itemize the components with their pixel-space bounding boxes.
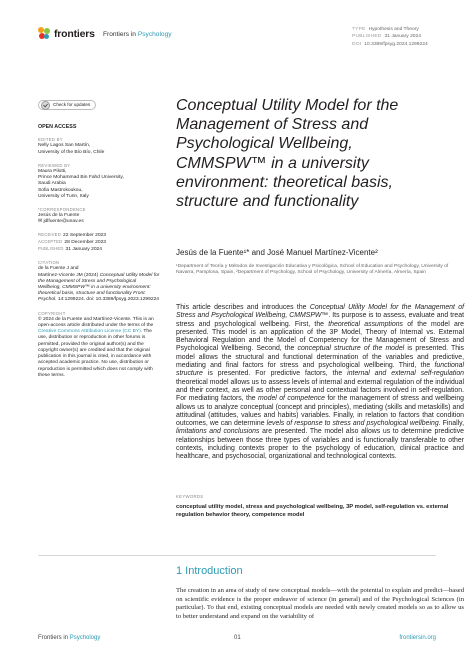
abstract-segment: limitations and conclusions xyxy=(176,428,260,436)
article-sidebar xyxy=(38,100,160,379)
meta-doi: DOI 10.3389/fpsyg.2024.1299224 xyxy=(352,41,428,47)
meta-type: TYPE Hypothesis and Theory xyxy=(352,27,419,32)
cc-license-link[interactable]: Creative Commons Attribution License (CC BY). xyxy=(38,329,143,335)
intro-paragraph: The creation in an area of study of new conceptual models—with the potential to explain and predict—based on scientific evidence is the proper endeavor of science (in general) and of the Psychological Sciences (in particular). To that end, existing conceptual models are needed with newly created models so as to allow us to better understand and expand on the variability of xyxy=(176,587,464,620)
abstract-segment: Conceptual Utility Model for the Management of Stress and Psychological Wellbeing, CMMSPW™ xyxy=(176,304,465,320)
received-date: RECEIVED 22 September 2023 xyxy=(38,231,106,238)
footer-site-link[interactable]: frontiersin.org xyxy=(399,635,436,641)
accepted-date: ACCEPTED 28 December 2023 xyxy=(38,238,107,245)
meta-published: PUBLISHED 31 January 2024 xyxy=(352,34,421,40)
abstract-segment: of the model are presented. This model is an application of the 3P Model, Theory of Internal vs. External Behavioral Regulation and the Model of Competency for the Management of Stress and Psychological Wellbeing. Second, the xyxy=(176,320,464,353)
abstract-segment: theoretical assumptions xyxy=(328,320,403,328)
frontiers-logo-icon xyxy=(38,27,51,40)
article-title: Conceptual Utility Model for the Management of Stress and Psychological Wellbeing, CMMSPW™ in a university environment: theoretical basis, structure and functionality xyxy=(176,97,399,211)
author-affiliations: ¹Department of Teoría y Métodos de Investigación Educativa y Psicológica, School of Education and Psychology, University of Navarra, Pamplona, Spain, ²Department of Psychology, School of Psychology, University of Almería, Almería, Spain xyxy=(176,264,449,276)
reviewed-by: Maura Pilotti, Prince Mohammad Bin Fahd University, Saudi Arabia Sofia Mastrokoukou, University of Turin, Italy xyxy=(38,169,124,199)
section-divider xyxy=(38,555,436,556)
journal-name[interactable]: Frontiers in Psychology xyxy=(103,31,172,38)
section-heading: 1 Introduction xyxy=(176,565,243,577)
page-number: 01 xyxy=(234,635,241,641)
abstract-segment: model of competence xyxy=(258,395,325,403)
edited-by: Nelly Lagos San Martín, University of the Bío Bío, Chile xyxy=(38,143,105,155)
citation-label: CITATION xyxy=(38,260,60,266)
frontiers-logo[interactable] xyxy=(38,27,95,40)
citation: de la Fuente J and Martínez-Vicente JM (2024) Conceptual Utility Model for the Management of Stress and Psychological Wellbeing, CMMSPW™ in a university environment: theoretical basis, structure and functionality Front. Psychol. 14:1299224. doi: 10.3389/fpsyg.2023.1299224 xyxy=(38,266,160,303)
check-for-updates-button[interactable]: Check for updates xyxy=(38,100,96,110)
article-authors: Jesús de la Fuente¹* and José Manuel Martínez-Vicente² xyxy=(176,248,378,257)
abstract-segment: This article describes and introduces the xyxy=(176,304,310,311)
abstract-segment: levels of response to stress and psychological wellbeing xyxy=(266,420,439,428)
keywords: conceptual utility model, stress and psychological wellbeing, 3P model, self-regulation vs. external regulation behavior theory, competence model xyxy=(176,504,449,519)
abstract xyxy=(176,304,464,462)
logo-wordmark: frontiers xyxy=(54,27,95,40)
correspondence[interactable]: Jesús de la Fuente ✉ jdlfuente@unav.es xyxy=(38,213,84,225)
abstract-segment: are presented. The model also allows us to determine predictive relationships between those three types of variables and is functionally transferable to other contexts, including contexts proper to the psychology of education, clinical practice and healthcare, and psychosocial, organizational and technological contexts. xyxy=(176,428,464,461)
abstract-segment: conceptual structure of the model xyxy=(297,345,405,353)
check-updates-icon xyxy=(41,101,50,110)
abstract-segment: is presented. This model allows the structural and functional determination of the variables and predictive, mediating and final factors for stress and psychological wellbeing. Third, the xyxy=(176,345,464,370)
article-meta xyxy=(352,26,428,48)
abstract-segment: theoretical model allows us to assess levels of internal and external regulation of the individual and their context, as well as other personal and contextual factors involved in self-regulation. For mediating factors, the xyxy=(176,378,464,403)
reviewed-by-label: REVIEWED BY xyxy=(38,162,71,168)
abstract-segment: internal and external self-regulation xyxy=(347,370,464,378)
abstract-segment: for the management of stress and wellbeing allows us to analyze conceptual (concept and principles), mediating (skills and metaskills) and attitudinal (attitudes, values and habits) variables. Finally, in relation to factors that condition outcomes, we can determine xyxy=(176,395,465,428)
copyright-text: © 2024 de la Fuente and Martínez-Vicente. This is an open-access article distributed under the terms of the Creative Commons Attribution License (CC BY). The use, distribution or reproduction in other forums is permitted, provided the original author(s) and the copyright owner(s) are credited and that the original publication in this journal is cited, in accordance with accepted academic practice. No use, distribution or reproduction is permitted which does not comply with these terms. xyxy=(38,316,154,378)
correspondence-label: *CORRESPONDENCE xyxy=(38,207,86,213)
open-access-label: OPEN ACCESS xyxy=(38,124,77,130)
article-dates xyxy=(38,232,160,254)
copyright-label: COPYRIGHT xyxy=(38,310,66,316)
published-date: PUBLISHED 31 January 2024 xyxy=(38,246,102,253)
abstract-segment: functional structure xyxy=(176,362,464,378)
edited-by-label: EDITED BY xyxy=(38,137,63,143)
footer-journal[interactable]: Frontiers in Psychology xyxy=(38,635,101,641)
page-header xyxy=(0,0,474,58)
keywords-label: KEYWORDS xyxy=(176,494,204,499)
abstract-segment: . Its purpose is to assess, evaluate and treat stress and psychological wellbeing. First, the xyxy=(176,312,464,328)
abstract-segment: is presented. For predictive factors, the xyxy=(202,370,348,378)
abstract-segment: . Finally, xyxy=(438,420,464,428)
